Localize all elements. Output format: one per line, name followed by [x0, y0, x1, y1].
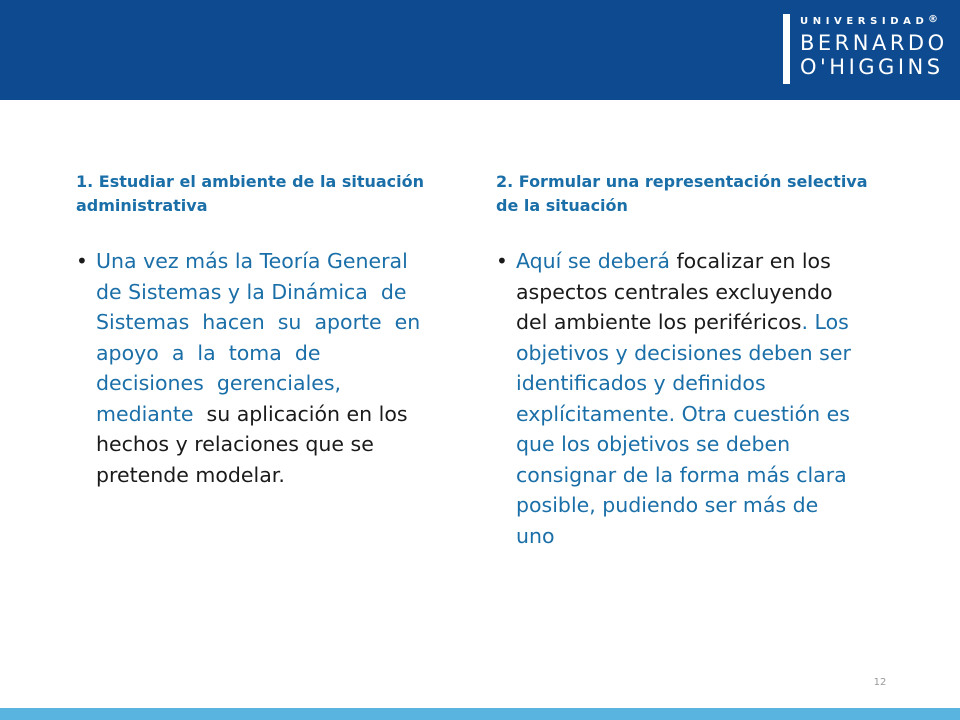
- bullet-line: [516, 399, 888, 430]
- text-run: apoyo a la toma de: [96, 340, 321, 365]
- bullet-text: [516, 246, 888, 551]
- footer-bar: [0, 708, 960, 720]
- bullet-line: [516, 338, 888, 369]
- text-run: identificados y definidos: [516, 371, 766, 395]
- registered-mark: ®: [928, 14, 938, 25]
- text-run: decisiones gerenciales,: [96, 371, 342, 395]
- logo-line-1: UNIVERSIDAD: [800, 16, 929, 27]
- bullet-line: [96, 277, 456, 308]
- bullet-line: [516, 277, 888, 308]
- text-run: uno: [516, 523, 555, 548]
- bullet-text: [96, 246, 456, 490]
- text-run: Una vez más la Teoría General: [96, 249, 408, 273]
- bullet-line: [516, 246, 888, 277]
- text-run: de Sistemas y la Dinámica de: [96, 279, 407, 304]
- column-heading: 1. Estudiar el ambiente de la situación administrativa: [76, 172, 425, 215]
- bullet-item: [76, 246, 456, 490]
- text-run: objetivos y decisiones deben ser: [516, 340, 851, 365]
- text-run: su aplicación en los: [200, 401, 408, 426]
- bullet-line: [516, 490, 888, 521]
- bullet-icon: •: [76, 249, 88, 273]
- bullet-line: [516, 368, 888, 399]
- bullet-item: [496, 246, 888, 551]
- text-run: que los objetivos se deben: [516, 432, 791, 456]
- header-band: [0, 0, 960, 100]
- bullet-line: [516, 521, 888, 552]
- text-run: Sistemas hacen su aporte en: [96, 310, 421, 334]
- column-heading: 2. Formular una representación selectiva de la situación: [496, 172, 868, 215]
- page-number: 12: [873, 677, 887, 688]
- bullet-line: [96, 307, 456, 338]
- bullet-line: [516, 429, 888, 460]
- column-left: [76, 170, 456, 490]
- bullet-icon: •: [496, 249, 508, 273]
- text-run: aspectos centrales excluyendo: [516, 279, 833, 304]
- bullet-line: [96, 338, 456, 369]
- bullet-line: [96, 399, 456, 430]
- text-run: Aquí se deberá: [516, 249, 677, 273]
- column-right: [496, 170, 888, 551]
- text-run: pretende modelar.: [96, 462, 285, 487]
- text-run: del ambiente los periféricos: [516, 310, 802, 334]
- text-run: focalizar en los: [676, 249, 831, 273]
- text-run: hechos y relaciones que se: [96, 432, 374, 456]
- bullet-line: [96, 429, 456, 460]
- logo-bar: [783, 14, 790, 84]
- logo-line-3: O'HIGGINS: [800, 55, 944, 79]
- bullet-line: [96, 246, 456, 277]
- text-run: mediante: [96, 401, 201, 426]
- bullet-line: [96, 460, 456, 491]
- bullet-line: [96, 368, 456, 399]
- bullet-line: [516, 460, 888, 491]
- bullet-line: [516, 307, 888, 338]
- logo-line-2: BERNARDO: [800, 31, 948, 55]
- text-run: posible, pudiendo ser más de: [516, 493, 819, 517]
- text-run: consignar de la forma más clara: [516, 462, 847, 487]
- text-run: . Los: [801, 310, 849, 334]
- text-run: explícitamente. Otra cuestión es: [516, 401, 850, 426]
- university-logo: [783, 12, 948, 88]
